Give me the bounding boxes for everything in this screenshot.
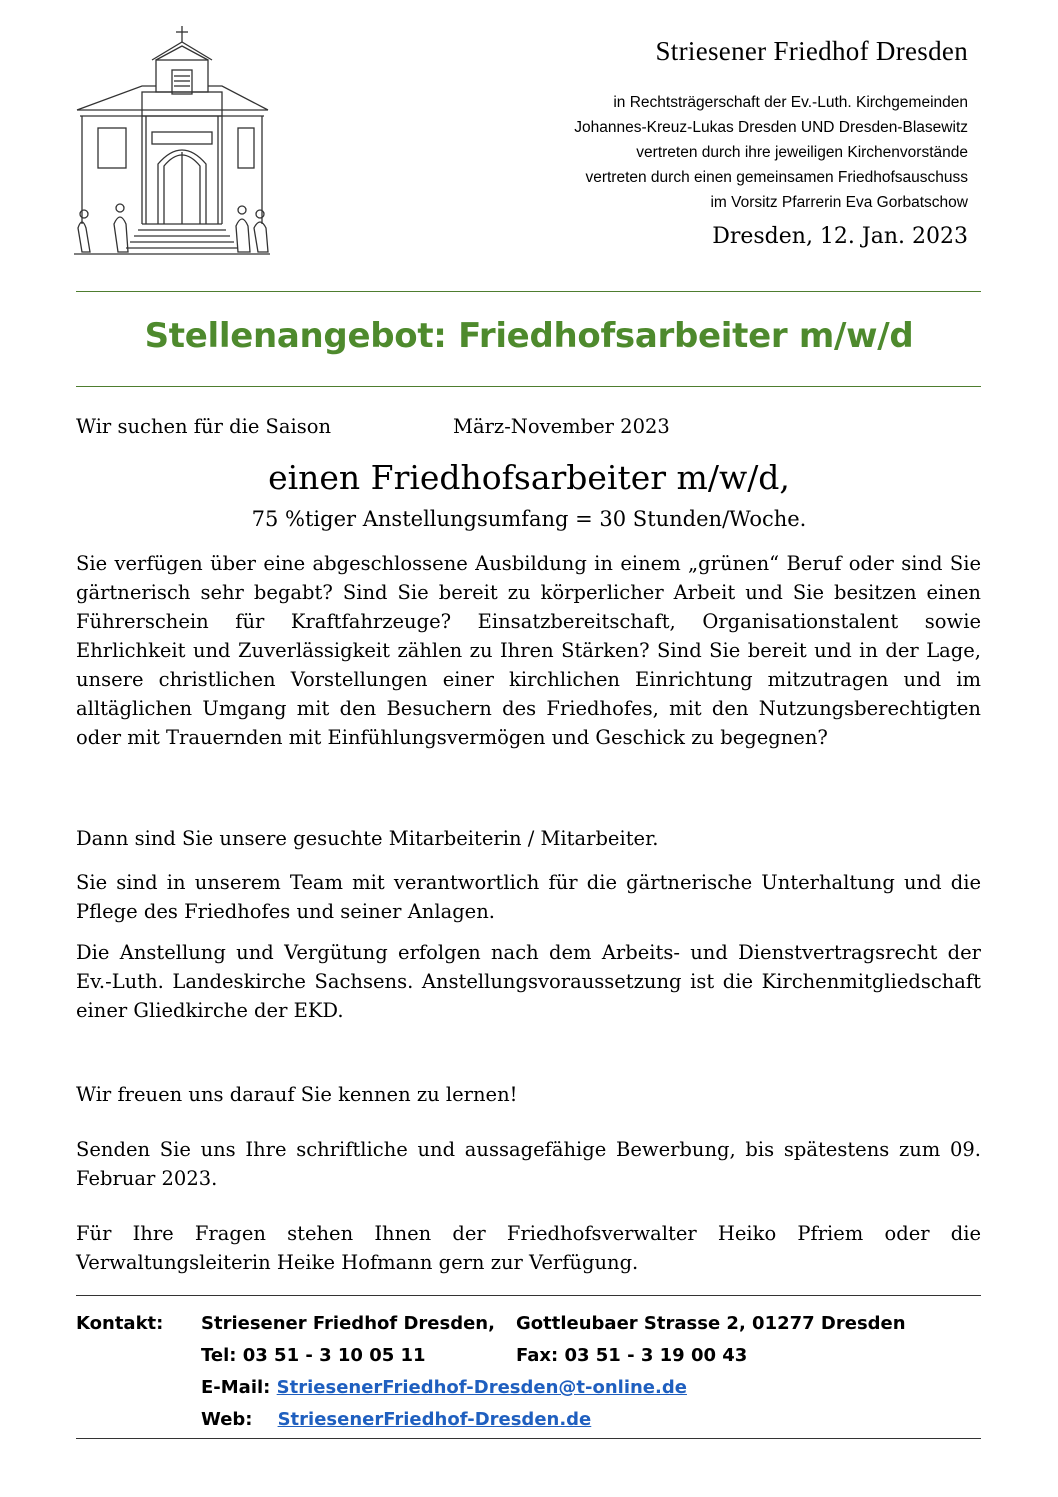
web-label: Web:: [201, 1409, 253, 1430]
org-line: vertreten durch einen gemeinsamen Friedhofsauschuss: [585, 169, 968, 186]
org-line: in Rechtsträgerschaft der Ev.-Luth. Kirchgemeinden: [613, 94, 968, 111]
divider: [76, 291, 981, 292]
contact-label: Kontakt:: [76, 1313, 164, 1334]
email-link[interactable]: StriesenerFriedhof-Dresden@t-online.de: [276, 1377, 687, 1398]
chapel-logo-icon: [72, 24, 272, 260]
job-title: einen Friedhofsarbeiter m/w/d,: [268, 458, 790, 497]
org-line: im Vorsitz Pfarrerin Eva Gorbatschow: [710, 194, 968, 211]
contact-email-row: [201, 1372, 687, 1404]
contact-web-row: [201, 1404, 591, 1436]
contact-name: Striesener Friedhof Dresden,: [201, 1313, 495, 1334]
divider: [76, 386, 981, 387]
org-description: [574, 90, 968, 215]
org-line: Johannes-Kreuz-Lukas Dresden UND Dresden-Blasewitz: [574, 119, 968, 136]
contact-block: [76, 1308, 981, 1436]
paragraph-intro: Dann sind Sie unsere gesuchte Mitarbeiterin / Mitarbeiter.: [76, 827, 659, 850]
org-name: Striesener Friedhof Dresden: [655, 36, 968, 66]
paragraph-employment: Die Anstellung und Vergütung erfolgen nach dem Arbeits- und Dienstvertragsrecht der Ev.-Luth. Landeskirche Sachsens. Anstellungsvoraussetzung ist die Kirchenmitgliedschaft einer Gliedkirche der EKD.: [76, 941, 981, 1022]
paragraph-application: Senden Sie uns Ihre schriftliche und aussagefähige Bewerbung, bis spätestens zum 09. Februar 2023.: [76, 1138, 981, 1190]
season-line: [76, 412, 670, 441]
contact-fax: Fax: 03 51 - 3 19 00 43: [516, 1345, 748, 1366]
web-link[interactable]: StriesenerFriedhof-Dresden.de: [277, 1409, 592, 1430]
paragraph-questions: Für Ihre Fragen stehen Ihnen der Friedhofsverwalter Heiko Pfriem oder die Verwaltungsleiterin Heike Hofmann gern zur Verfügung.: [76, 1222, 981, 1274]
page-title: Stellenangebot: Friedhofsarbeiter m/w/d: [144, 316, 914, 356]
divider: [76, 1295, 981, 1296]
contact-address: Gottleubaer Strasse 2, 01277 Dresden: [516, 1313, 906, 1334]
contact-tel: Tel: 03 51 - 3 10 05 11: [201, 1345, 426, 1366]
org-line: vertreten durch ihre jeweiligen Kirchenvorstände: [636, 144, 968, 161]
document-date: Dresden, 12. Jan. 2023: [712, 224, 968, 249]
divider: [76, 1438, 981, 1439]
season-value: März-November 2023: [453, 415, 670, 438]
season-label: Wir suchen für die Saison: [76, 415, 332, 438]
job-scope: 75 %tiger Anstellungsumfang = 30 Stunden/Woche.: [251, 507, 807, 531]
paragraph-welcome: Wir freuen uns darauf Sie kennen zu lernen!: [76, 1083, 518, 1106]
paragraph-team: Sie sind in unserem Team mit verantwortlich für die gärtnerische Unterhaltung und die Pflege des Friedhofes und seiner Anlagen.: [76, 871, 981, 923]
paragraph-requirements: Sie verfügen über eine abgeschlossene Ausbildung in einem „grünen“ Beruf oder sind Sie gärtnerisch sehr begabt? Sind Sie bereit zu körperlicher Arbeit und Sie besitzen einen Führerschein für Kraftfahrzeuge? Einsatzbereitschaft, Organisationstalent sowie Ehrlichkeit und Zuverlässigkeit zählen zu Ihren Stärken? Sind Sie bereit und in der Lage, unsere christlichen Vorstellungen einer kirchlichen Einrichtung mitzutragen und im alltäglichen Umgang mit den Besuchern des Friedhofes, mit den Nutzungsberechtigten oder mit Trauernden mit Einfühlungsvermögen und Geschick zu begegnen?: [76, 552, 981, 749]
email-label: E-Mail:: [201, 1377, 271, 1398]
